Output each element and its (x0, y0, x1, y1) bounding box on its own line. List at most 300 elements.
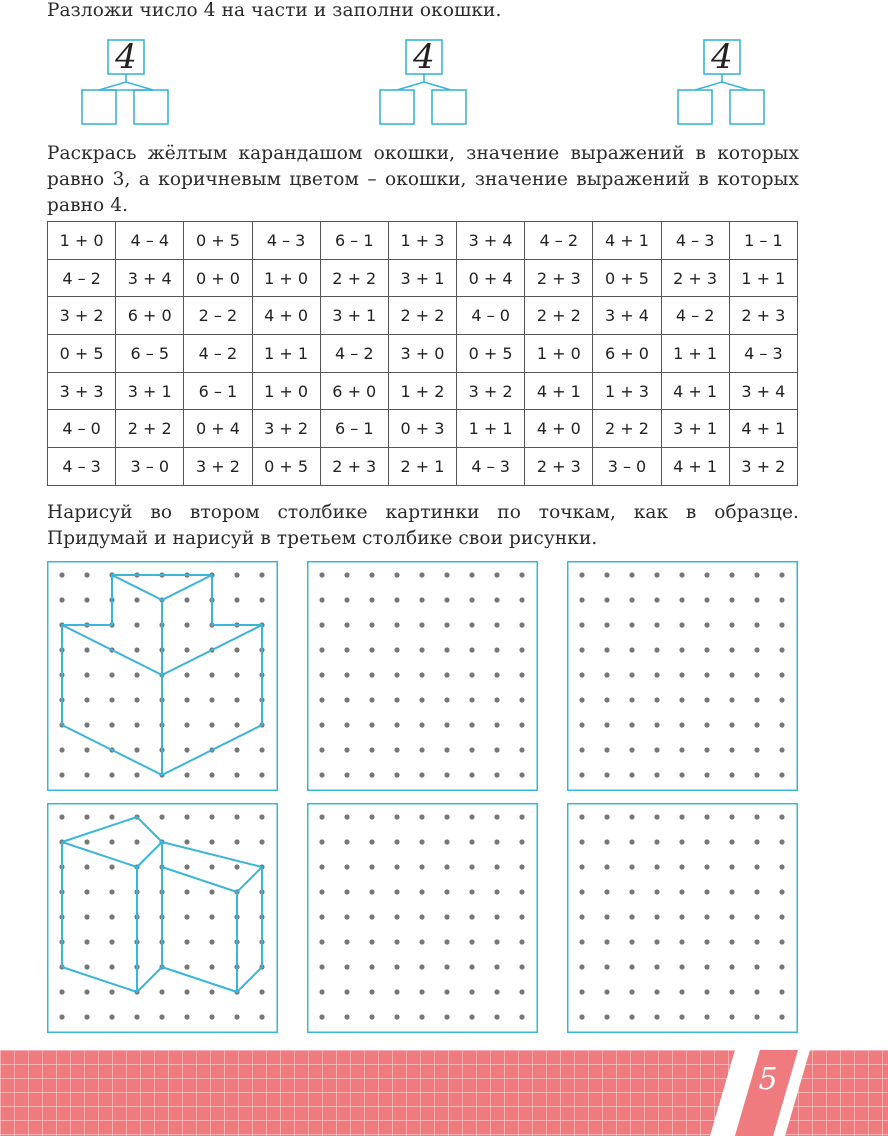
expression-cell[interactable]: 2 – 2 (184, 297, 252, 335)
grid-dot (519, 864, 524, 869)
grid-dot (519, 939, 524, 944)
grid-dot (344, 989, 349, 994)
grid-dot (604, 864, 609, 869)
expression-cell[interactable]: 1 + 0 (525, 335, 593, 373)
grid-dot (779, 839, 784, 844)
grid-dot (84, 772, 89, 777)
expression-cell[interactable]: 6 + 0 (320, 372, 388, 410)
expression-cell[interactable]: 0 + 4 (457, 259, 525, 297)
grid-dot (469, 814, 474, 819)
grid-dot (109, 989, 114, 994)
grid-dot (394, 572, 399, 577)
grid-dot (679, 889, 684, 894)
grid-dot (704, 647, 709, 652)
whole-number: 4 (711, 37, 733, 77)
grid-dot (319, 647, 324, 652)
grid-dot (604, 889, 609, 894)
grid-dot (109, 889, 114, 894)
grid-dot (494, 964, 499, 969)
grid-dot (209, 772, 214, 777)
grid-dot (419, 839, 424, 844)
table-row (48, 372, 798, 410)
grid-dot (494, 772, 499, 777)
grid-dot (394, 864, 399, 869)
grid-dot (729, 622, 734, 627)
grid-dot (234, 597, 239, 602)
grid-dot (494, 647, 499, 652)
grid-dot (444, 939, 449, 944)
grid-dot (319, 722, 324, 727)
grid-dot (109, 672, 114, 677)
grid-dot (679, 1014, 684, 1019)
grid-dot (234, 697, 239, 702)
expression-cell[interactable]: 4 + 1 (525, 372, 593, 410)
grid-dot (134, 722, 139, 727)
grid-dot (319, 747, 324, 752)
grid-dot (344, 864, 349, 869)
grid-dot (679, 814, 684, 819)
grid-dot (779, 989, 784, 994)
expression-cell[interactable]: 2 + 3 (525, 259, 593, 297)
grid-dot (704, 597, 709, 602)
grid-dot (209, 864, 214, 869)
expression-cell[interactable]: 0 + 3 (388, 410, 456, 448)
grid-dot (419, 597, 424, 602)
expression-cell[interactable]: 3 + 2 (252, 410, 320, 448)
grid-dot (369, 747, 374, 752)
expression-cell[interactable]: 3 + 3 (48, 372, 116, 410)
expression-cell[interactable]: 6 – 5 (116, 335, 184, 373)
grid-dot (444, 697, 449, 702)
table-row (48, 335, 798, 373)
answer-box-right (134, 90, 168, 124)
expression-cell[interactable]: 1 + 3 (388, 222, 456, 260)
grid-dot (84, 939, 89, 944)
grid-dot (494, 747, 499, 752)
grid-dot (604, 964, 609, 969)
grid-dot (84, 647, 89, 652)
number-decomposition-1 (81, 36, 171, 128)
grid-dot (604, 572, 609, 577)
grid-dot (579, 939, 584, 944)
grid-dot (184, 622, 189, 627)
expression-cell[interactable]: 3 + 1 (320, 297, 388, 335)
grid-dot (494, 889, 499, 894)
expression-cell[interactable]: 2 + 3 (661, 259, 729, 297)
grid-dot (444, 672, 449, 677)
grid-dot (654, 839, 659, 844)
grid-dot (604, 722, 609, 727)
grid-dot (369, 1014, 374, 1019)
grid-dot (209, 1014, 214, 1019)
grid-dot (629, 622, 634, 627)
expression-cell[interactable]: 3 + 2 (457, 372, 525, 410)
expression-cell[interactable]: 6 – 1 (320, 410, 388, 448)
grid-dot (184, 747, 189, 752)
grid-dot (604, 914, 609, 919)
dot-grid-own-1[interactable] (567, 561, 798, 791)
expression-cell[interactable]: 4 – 2 (320, 335, 388, 373)
grid-dot (469, 989, 474, 994)
expression-cell[interactable]: 3 + 1 (116, 372, 184, 410)
grid-dot (394, 814, 399, 819)
expression-cell[interactable]: 2 + 3 (525, 448, 593, 486)
grid-dot (184, 814, 189, 819)
grid-dot (679, 772, 684, 777)
expression-cell[interactable]: 4 – 2 (661, 297, 729, 335)
expression-cell[interactable]: 2 + 2 (320, 259, 388, 297)
grid-dot (134, 1014, 139, 1019)
grid-dot (654, 622, 659, 627)
grid-dot (579, 647, 584, 652)
table-row (48, 222, 798, 260)
dot-grid-sample-2 (47, 803, 278, 1033)
grid-dot (444, 839, 449, 844)
expression-cell[interactable]: 3 + 2 (729, 448, 797, 486)
grid-dot (84, 1014, 89, 1019)
expression-cell[interactable]: 1 – 1 (729, 222, 797, 260)
expression-cell[interactable]: 3 + 2 (48, 297, 116, 335)
grid-dot (444, 722, 449, 727)
expression-cell[interactable]: 0 + 0 (184, 259, 252, 297)
grid-dot (319, 1014, 324, 1019)
grid-dot (469, 647, 474, 652)
grid-dot (394, 964, 399, 969)
grid-dot (394, 772, 399, 777)
grid-dot (729, 1014, 734, 1019)
expressions-table (47, 221, 798, 486)
grid-dot (579, 572, 584, 577)
grid-dot (209, 964, 214, 969)
grid-dot (234, 722, 239, 727)
expression-cell[interactable]: 0 + 5 (457, 335, 525, 373)
grid-dot (59, 747, 64, 752)
grid-dot (319, 572, 324, 577)
grid-dot (84, 672, 89, 677)
grid-dot (679, 964, 684, 969)
grid-dot (184, 989, 189, 994)
expression-cell[interactable]: 3 + 4 (116, 259, 184, 297)
grid-dot (419, 964, 424, 969)
grid-dot (209, 697, 214, 702)
grid-dot (629, 814, 634, 819)
page-number: 5 (758, 1062, 778, 1097)
grid-dot (344, 889, 349, 894)
grid-dot (729, 864, 734, 869)
expression-cell[interactable]: 0 + 5 (252, 448, 320, 486)
grid-dot (259, 989, 264, 994)
grid-dot (394, 939, 399, 944)
grid-dot (704, 722, 709, 727)
dot-grid-copy-1[interactable] (307, 561, 538, 791)
expression-cell[interactable]: 2 + 2 (116, 410, 184, 448)
expression-cell[interactable]: 4 – 3 (729, 335, 797, 373)
expression-cell[interactable]: 4 – 0 (457, 297, 525, 335)
dot-grid-copy-2[interactable] (307, 803, 538, 1033)
grid-dot (444, 989, 449, 994)
grid-dot (319, 839, 324, 844)
expression-cell[interactable]: 4 – 3 (48, 448, 116, 486)
grid-dot (754, 814, 759, 819)
grid-dot (419, 989, 424, 994)
expression-cell[interactable]: 1 + 0 (252, 372, 320, 410)
expression-cell[interactable]: 4 – 4 (116, 222, 184, 260)
grid-dot (369, 989, 374, 994)
expression-cell[interactable]: 1 + 2 (388, 372, 456, 410)
grid-dot (84, 597, 89, 602)
grid-dot (369, 889, 374, 894)
grid-dot (704, 864, 709, 869)
expression-cell[interactable]: 4 + 1 (593, 222, 661, 260)
expression-cell[interactable]: 4 + 1 (661, 372, 729, 410)
grid-dot (779, 864, 784, 869)
expression-cell[interactable]: 4 – 3 (457, 448, 525, 486)
grid-dot (109, 814, 114, 819)
expression-cell[interactable]: 4 + 1 (729, 410, 797, 448)
grid-dot (779, 814, 784, 819)
grid-dot (84, 889, 89, 894)
grid-dot (109, 839, 114, 844)
grid-dot (629, 989, 634, 994)
dot-grid-own-2[interactable] (567, 803, 798, 1033)
grid-dot (419, 672, 424, 677)
grid-dot (754, 772, 759, 777)
answer-box-right (432, 90, 466, 124)
grid-dot (754, 622, 759, 627)
grid-dot (319, 814, 324, 819)
expression-cell[interactable]: 1 + 1 (457, 410, 525, 448)
expression-cell[interactable]: 6 + 0 (593, 335, 661, 373)
grid-dot (394, 914, 399, 919)
expression-cell[interactable]: 3 + 4 (593, 297, 661, 335)
grid-dot (729, 597, 734, 602)
grid-dot (394, 622, 399, 627)
task-3-text: Нарисуй во втором столбике картинки по точкам, как в образце. Придумай и нарисуй в третьем столбике свои рисунки. (47, 502, 799, 549)
grid-dot (779, 697, 784, 702)
grid-dot (469, 597, 474, 602)
grid-dot (704, 814, 709, 819)
grid-dot (444, 622, 449, 627)
grid-dot (319, 672, 324, 677)
expression-cell[interactable]: 3 + 4 (729, 372, 797, 410)
grid-dot (679, 622, 684, 627)
grid-dot (779, 597, 784, 602)
grid-dot (629, 772, 634, 777)
grid-dot (469, 572, 474, 577)
grid-dot (629, 747, 634, 752)
grid-dot (419, 622, 424, 627)
expression-cell[interactable]: 4 – 2 (184, 335, 252, 373)
grid-dot (704, 989, 709, 994)
expression-cell[interactable]: 6 + 0 (116, 297, 184, 335)
expression-cell[interactable]: 3 – 0 (116, 448, 184, 486)
grid-dot (369, 914, 374, 919)
grid-dot (234, 814, 239, 819)
grid-dot (779, 647, 784, 652)
grid-dot (654, 572, 659, 577)
expression-cell[interactable]: 2 + 2 (593, 410, 661, 448)
expression-cell[interactable]: 3 + 1 (661, 410, 729, 448)
grid-dot (394, 1014, 399, 1019)
grid-dot (579, 839, 584, 844)
grid-dot (579, 814, 584, 819)
grid-dot (519, 839, 524, 844)
grid-dot (654, 964, 659, 969)
grid-dot (444, 772, 449, 777)
grid-dot (369, 597, 374, 602)
grid-dot (369, 622, 374, 627)
grid-dot (754, 1014, 759, 1019)
grid-dot (654, 989, 659, 994)
grid-dot (344, 572, 349, 577)
answer-box-left (678, 90, 712, 124)
grid-dot (579, 964, 584, 969)
grid-dot (754, 672, 759, 677)
expression-cell[interactable]: 2 + 2 (388, 297, 456, 335)
grid-dot (109, 772, 114, 777)
grid-dot (394, 889, 399, 894)
grid-dot (369, 697, 374, 702)
grid-dot (209, 672, 214, 677)
expression-cell[interactable]: 3 + 0 (388, 335, 456, 373)
grid-dot (654, 772, 659, 777)
grid-dot (234, 839, 239, 844)
grid-dot (444, 647, 449, 652)
grid-dot (344, 1014, 349, 1019)
expression-cell[interactable]: 3 + 1 (388, 259, 456, 297)
grid-dot (779, 914, 784, 919)
grid-dot (579, 722, 584, 727)
grid-dot (344, 747, 349, 752)
grid-dot (84, 914, 89, 919)
expression-cell[interactable]: 3 + 4 (457, 222, 525, 260)
grid-dot (654, 672, 659, 677)
expression-cell[interactable]: 6 – 1 (320, 222, 388, 260)
grid-dot (729, 839, 734, 844)
grid-dot (184, 672, 189, 677)
expression-cell[interactable]: 2 + 1 (388, 448, 456, 486)
grid-dot (704, 772, 709, 777)
expression-cell[interactable]: 0 + 5 (184, 222, 252, 260)
expression-cell[interactable]: 4 + 1 (661, 448, 729, 486)
table-row (48, 259, 798, 297)
expression-cell[interactable]: 4 – 3 (661, 222, 729, 260)
grid-dot (394, 989, 399, 994)
expression-cell[interactable]: 0 + 4 (184, 410, 252, 448)
expression-cell[interactable]: 0 + 5 (48, 335, 116, 373)
grid-dot (319, 964, 324, 969)
expression-cell[interactable]: 4 – 0 (48, 410, 116, 448)
grid-dot (59, 597, 64, 602)
grid-dot (494, 672, 499, 677)
grid-dot (419, 914, 424, 919)
grid-dot (654, 747, 659, 752)
expression-cell[interactable]: 4 – 2 (48, 259, 116, 297)
grid-dot (679, 839, 684, 844)
grid-dot (654, 864, 659, 869)
grid-dot (604, 839, 609, 844)
task-2-text: Раскрась жёлтым карандашом окошки, значение выражений в которых равно 3, а коричневым цветом – окошки, значение выражений в которых равно 4. (47, 143, 799, 216)
grid-dot (419, 939, 424, 944)
grid-dot (444, 814, 449, 819)
grid-dot (679, 647, 684, 652)
grid-dot (629, 722, 634, 727)
grid-dot (729, 747, 734, 752)
answer-box-left (82, 90, 116, 124)
expression-cell[interactable]: 0 + 5 (593, 259, 661, 297)
grid-dot (319, 939, 324, 944)
grid-dot (159, 989, 164, 994)
grid-dot (209, 814, 214, 819)
grid-dot (754, 989, 759, 994)
grid-dot (679, 722, 684, 727)
grid-dot (629, 572, 634, 577)
expression-cell[interactable]: 1 + 1 (729, 259, 797, 297)
expression-cell[interactable]: 3 + 2 (184, 448, 252, 486)
grid-dot (109, 697, 114, 702)
expression-cell[interactable]: 6 – 1 (184, 372, 252, 410)
grid-dot (419, 864, 424, 869)
grid-dot (494, 814, 499, 819)
expression-cell[interactable]: 4 + 0 (525, 410, 593, 448)
grid-dot (519, 964, 524, 969)
expression-cell[interactable]: 1 + 3 (593, 372, 661, 410)
expression-cell[interactable]: 1 + 1 (252, 335, 320, 373)
grid-dot (84, 864, 89, 869)
grid-dot (654, 939, 659, 944)
grid-dot (604, 672, 609, 677)
grid-dot (419, 572, 424, 577)
grid-dot (629, 914, 634, 919)
grid-dot (629, 964, 634, 969)
expression-cell[interactable]: 4 – 2 (525, 222, 593, 260)
grid-dot (469, 889, 474, 894)
expression-cell[interactable]: 1 + 1 (661, 335, 729, 373)
expression-cell[interactable]: 2 + 2 (525, 297, 593, 335)
grid-dot (369, 722, 374, 727)
expression-cell[interactable]: 1 + 0 (48, 222, 116, 260)
grid-dot (84, 697, 89, 702)
expression-cell[interactable]: 2 + 3 (320, 448, 388, 486)
grid-dot (134, 747, 139, 752)
expression-cell[interactable]: 2 + 3 (729, 297, 797, 335)
grid-dot (369, 572, 374, 577)
grid-dot (754, 597, 759, 602)
grid-dot (469, 839, 474, 844)
grid-dot (319, 864, 324, 869)
grid-dot (134, 622, 139, 627)
grid-dot (469, 697, 474, 702)
expression-cell[interactable]: 4 + 0 (252, 297, 320, 335)
grid-dot (234, 647, 239, 652)
grid-dot (654, 1014, 659, 1019)
grid-dot (394, 839, 399, 844)
grid-dot (344, 672, 349, 677)
grid-dot (394, 747, 399, 752)
grid-dot (444, 747, 449, 752)
grid-dot (344, 839, 349, 844)
grid-dot (754, 964, 759, 969)
expression-cell[interactable]: 4 – 3 (252, 222, 320, 260)
expression-cell[interactable]: 3 – 0 (593, 448, 661, 486)
grid-dot (779, 672, 784, 677)
grid-dot (134, 839, 139, 844)
grid-dot (729, 772, 734, 777)
grid-dot (444, 964, 449, 969)
grid-dot (629, 839, 634, 844)
grid-dot (679, 597, 684, 602)
expression-cell[interactable]: 1 + 0 (252, 259, 320, 297)
